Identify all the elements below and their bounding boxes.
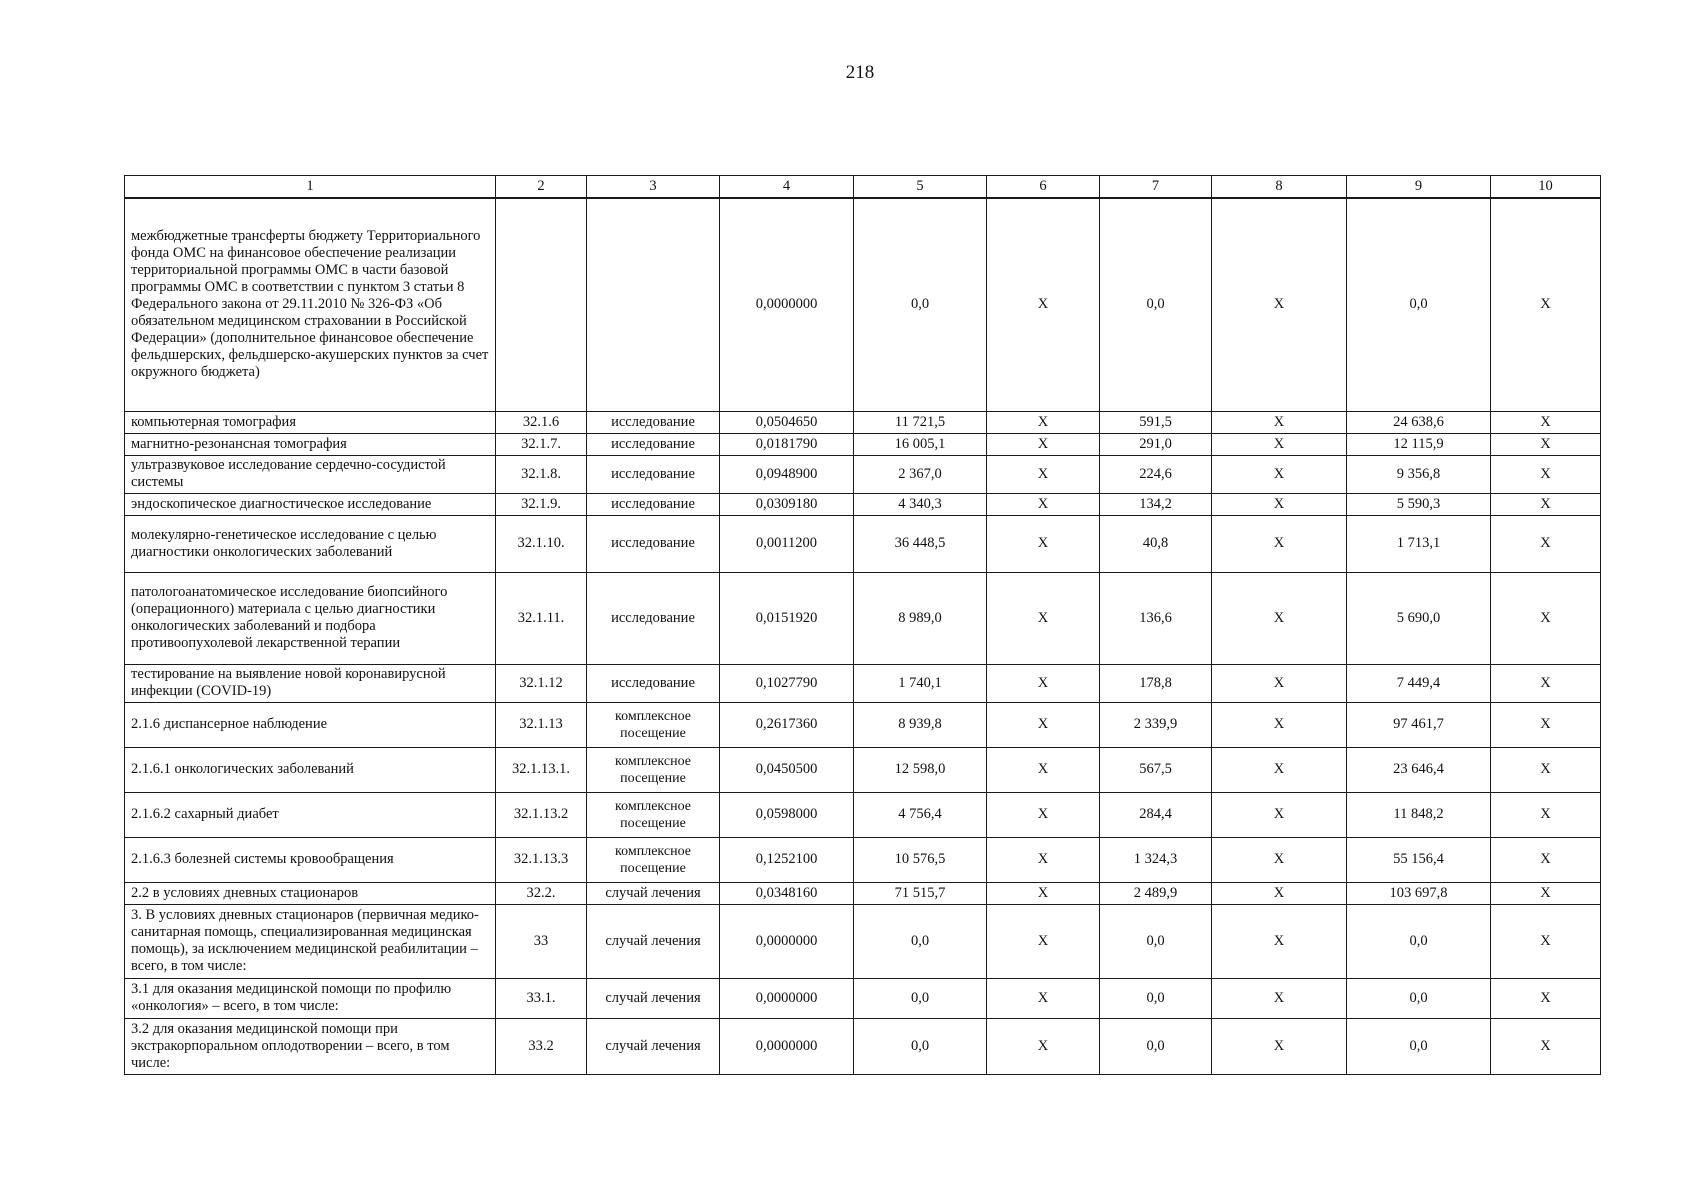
cell-col8: X — [1212, 493, 1347, 515]
row-unit: комплексное посещение — [587, 747, 720, 792]
cell-col4: 0,0450500 — [720, 747, 854, 792]
column-header: 10 — [1491, 176, 1601, 199]
row-unit: исследование — [587, 411, 720, 433]
cell-col5: 0,0 — [854, 198, 987, 411]
table-row — [125, 515, 1601, 572]
cell-col9: 5 690,0 — [1347, 572, 1491, 664]
row-unit: исследование — [587, 572, 720, 664]
cell-col8: X — [1212, 198, 1347, 411]
cell-col9: 5 590,3 — [1347, 493, 1491, 515]
row-unit: комплексное посещение — [587, 792, 720, 837]
cell-col4: 0,0598000 — [720, 792, 854, 837]
page-number: 218 — [845, 62, 875, 83]
row-code: 32.1.7. — [496, 433, 587, 455]
table-row — [125, 747, 1601, 792]
cell-col10: X — [1491, 702, 1601, 747]
row-unit: исследование — [587, 455, 720, 493]
cell-col7: 134,2 — [1100, 493, 1212, 515]
cell-col5: 16 005,1 — [854, 433, 987, 455]
data-table — [124, 175, 1601, 1075]
row-unit: исследование — [587, 493, 720, 515]
cell-col9: 0,0 — [1347, 904, 1491, 978]
column-number-row — [125, 176, 1601, 199]
column-header: 6 — [987, 176, 1100, 199]
row-name: 2.1.6.3 болезней системы кровообращения — [125, 837, 496, 882]
cell-col10: X — [1491, 792, 1601, 837]
cell-col10: X — [1491, 904, 1601, 978]
row-name: 2.1.6 диспансерное наблюдение — [125, 702, 496, 747]
column-header: 4 — [720, 176, 854, 199]
cell-col6: X — [987, 455, 1100, 493]
cell-col7: 0,0 — [1100, 978, 1212, 1018]
cell-col10: X — [1491, 515, 1601, 572]
cell-col9: 23 646,4 — [1347, 747, 1491, 792]
cell-col6: X — [987, 792, 1100, 837]
cell-col5: 4 756,4 — [854, 792, 987, 837]
cell-col6: X — [987, 572, 1100, 664]
cell-col4: 0,0309180 — [720, 493, 854, 515]
cell-col8: X — [1212, 882, 1347, 904]
cell-col5: 12 598,0 — [854, 747, 987, 792]
cell-col7: 0,0 — [1100, 1018, 1212, 1074]
cell-col8: X — [1212, 455, 1347, 493]
row-name: 3. В условиях дневных стационаров (первичная медико-санитарная помощь, специализированная медицинская помощь), за исключением медицинской реабилитации – всего, в том числе: — [125, 904, 496, 978]
cell-col7: 40,8 — [1100, 515, 1212, 572]
cell-col5: 4 340,3 — [854, 493, 987, 515]
cell-col8: X — [1212, 1018, 1347, 1074]
table-row — [125, 882, 1601, 904]
cell-col8: X — [1212, 837, 1347, 882]
cell-col5: 1 740,1 — [854, 664, 987, 702]
cell-col6: X — [987, 904, 1100, 978]
row-code: 32.1.13.2 — [496, 792, 587, 837]
row-unit: комплексное посещение — [587, 702, 720, 747]
cell-col5: 2 367,0 — [854, 455, 987, 493]
cell-col9: 55 156,4 — [1347, 837, 1491, 882]
row-code: 33 — [496, 904, 587, 978]
table-row — [125, 572, 1601, 664]
cell-col6: X — [987, 515, 1100, 572]
table-row — [125, 1018, 1601, 1074]
cell-col9: 97 461,7 — [1347, 702, 1491, 747]
row-code: 32.1.13.1. — [496, 747, 587, 792]
cell-col9: 9 356,8 — [1347, 455, 1491, 493]
cell-col9: 0,0 — [1347, 1018, 1491, 1074]
cell-col7: 2 339,9 — [1100, 702, 1212, 747]
cell-col10: X — [1491, 572, 1601, 664]
cell-col7: 0,0 — [1100, 198, 1212, 411]
cell-col4: 0,1252100 — [720, 837, 854, 882]
row-unit: комплексное посещение — [587, 837, 720, 882]
cell-col8: X — [1212, 747, 1347, 792]
row-code: 32.1.8. — [496, 455, 587, 493]
cell-col4: 0,0151920 — [720, 572, 854, 664]
cell-col4: 0,0348160 — [720, 882, 854, 904]
table-row — [125, 198, 1601, 411]
cell-col9: 0,0 — [1347, 978, 1491, 1018]
column-header: 7 — [1100, 176, 1212, 199]
row-unit: исследование — [587, 515, 720, 572]
cell-col8: X — [1212, 664, 1347, 702]
cell-col5: 10 576,5 — [854, 837, 987, 882]
table-row — [125, 978, 1601, 1018]
cell-col5: 71 515,7 — [854, 882, 987, 904]
cell-col5: 8 989,0 — [854, 572, 987, 664]
cell-col5: 0,0 — [854, 1018, 987, 1074]
row-name: 2.2 в условиях дневных стационаров — [125, 882, 496, 904]
row-unit: случай лечения — [587, 978, 720, 1018]
row-unit: исследование — [587, 664, 720, 702]
cell-col6: X — [987, 1018, 1100, 1074]
cell-col8: X — [1212, 433, 1347, 455]
cell-col9: 0,0 — [1347, 198, 1491, 411]
column-header: 9 — [1347, 176, 1491, 199]
cell-col5: 8 939,8 — [854, 702, 987, 747]
row-name: 3.1 для оказания медицинской помощи по профилю «онкология» – всего, в том числе: — [125, 978, 496, 1018]
table-row — [125, 904, 1601, 978]
cell-col7: 291,0 — [1100, 433, 1212, 455]
cell-col10: X — [1491, 978, 1601, 1018]
row-code: 33.1. — [496, 978, 587, 1018]
cell-col8: X — [1212, 572, 1347, 664]
cell-col10: X — [1491, 455, 1601, 493]
cell-col6: X — [987, 882, 1100, 904]
cell-col4: 0,0000000 — [720, 978, 854, 1018]
row-unit: случай лечения — [587, 904, 720, 978]
cell-col9: 11 848,2 — [1347, 792, 1491, 837]
cell-col7: 136,6 — [1100, 572, 1212, 664]
cell-col4: 0,0948900 — [720, 455, 854, 493]
cell-col5: 0,0 — [854, 904, 987, 978]
cell-col4: 0,0000000 — [720, 904, 854, 978]
cell-col8: X — [1212, 702, 1347, 747]
cell-col9: 103 697,8 — [1347, 882, 1491, 904]
cell-col10: X — [1491, 411, 1601, 433]
table-row — [125, 493, 1601, 515]
cell-col9: 1 713,1 — [1347, 515, 1491, 572]
row-code: 32.1.12 — [496, 664, 587, 702]
cell-col4: 0,0011200 — [720, 515, 854, 572]
row-name: 2.1.6.1 онкологических заболеваний — [125, 747, 496, 792]
cell-col8: X — [1212, 792, 1347, 837]
row-code: 32.1.11. — [496, 572, 587, 664]
cell-col7: 567,5 — [1100, 747, 1212, 792]
cell-col6: X — [987, 433, 1100, 455]
row-name: 2.1.6.2 сахарный диабет — [125, 792, 496, 837]
cell-col4: 0,1027790 — [720, 664, 854, 702]
cell-col5: 0,0 — [854, 978, 987, 1018]
table-row — [125, 455, 1601, 493]
cell-col6: X — [987, 978, 1100, 1018]
cell-col4: 0,0000000 — [720, 198, 854, 411]
row-name: патологоанатомическое исследование биопсийного (операционного) материала с целью диагностики онкологических заболеваний и подбора противоопухолевой лекарственной терапии — [125, 572, 496, 664]
cell-col6: X — [987, 702, 1100, 747]
cell-col4: 0,2617360 — [720, 702, 854, 747]
table-row — [125, 702, 1601, 747]
cell-col10: X — [1491, 882, 1601, 904]
cell-col7: 2 489,9 — [1100, 882, 1212, 904]
cell-col6: X — [987, 198, 1100, 411]
cell-col6: X — [987, 493, 1100, 515]
cell-col9: 24 638,6 — [1347, 411, 1491, 433]
cell-col8: X — [1212, 515, 1347, 572]
cell-col10: X — [1491, 747, 1601, 792]
cell-col5: 36 448,5 — [854, 515, 987, 572]
row-code: 32.1.13.3 — [496, 837, 587, 882]
cell-col7: 0,0 — [1100, 904, 1212, 978]
row-name: молекулярно-генетическое исследование с целью диагностики онкологических заболеваний — [125, 515, 496, 572]
cell-col10: X — [1491, 433, 1601, 455]
cell-col10: X — [1491, 198, 1601, 411]
cell-col8: X — [1212, 978, 1347, 1018]
cell-col9: 7 449,4 — [1347, 664, 1491, 702]
cell-col6: X — [987, 664, 1100, 702]
cell-col6: X — [987, 837, 1100, 882]
row-unit: случай лечения — [587, 1018, 720, 1074]
cell-col7: 224,6 — [1100, 455, 1212, 493]
row-code: 32.1.13 — [496, 702, 587, 747]
row-code: 32.2. — [496, 882, 587, 904]
row-code — [496, 198, 587, 411]
cell-col7: 591,5 — [1100, 411, 1212, 433]
column-header: 8 — [1212, 176, 1347, 199]
cell-col5: 11 721,5 — [854, 411, 987, 433]
cell-col10: X — [1491, 493, 1601, 515]
row-name: 3.2 для оказания медицинской помощи при экстракорпоральном оплодотворении – всего, в том числе: — [125, 1018, 496, 1074]
table-row — [125, 411, 1601, 433]
row-code: 33.2 — [496, 1018, 587, 1074]
cell-col4: 0,0000000 — [720, 1018, 854, 1074]
row-unit: случай лечения — [587, 882, 720, 904]
cell-col7: 284,4 — [1100, 792, 1212, 837]
cell-col10: X — [1491, 837, 1601, 882]
row-name: ультразвуковое исследование сердечно-сосудистой системы — [125, 455, 496, 493]
column-header: 5 — [854, 176, 987, 199]
cell-col10: X — [1491, 1018, 1601, 1074]
column-header: 1 — [125, 176, 496, 199]
row-code: 32.1.9. — [496, 493, 587, 515]
row-name: тестирование на выявление новой коронавирусной инфекции (COVID-19) — [125, 664, 496, 702]
cell-col4: 0,0504650 — [720, 411, 854, 433]
table-row — [125, 664, 1601, 702]
cell-col4: 0,0181790 — [720, 433, 854, 455]
cell-col8: X — [1212, 904, 1347, 978]
row-name: эндоскопическое диагностическое исследование — [125, 493, 496, 515]
table-row — [125, 792, 1601, 837]
table-row — [125, 837, 1601, 882]
cell-col7: 1 324,3 — [1100, 837, 1212, 882]
row-name: магнитно-резонансная томография — [125, 433, 496, 455]
column-header: 2 — [496, 176, 587, 199]
row-name: межбюджетные трансферты бюджету Территориального фонда ОМС на финансовое обеспечение реализации территориальной программы ОМС в части базовой программы ОМС в соответствии с пунктом 3 статьи 8 Федерального закона от 29.11.2010 № 326-ФЗ «Об обязательном медицинском страховании в Российской Федерации» (дополнительное финансовое обеспечение фельдшерских, фельдшерско-акушерских пунктов за счет окружного бюджета) — [125, 198, 496, 411]
column-header: 3 — [587, 176, 720, 199]
row-name: компьютерная томография — [125, 411, 496, 433]
cell-col6: X — [987, 411, 1100, 433]
cell-col7: 178,8 — [1100, 664, 1212, 702]
cell-col10: X — [1491, 664, 1601, 702]
row-unit — [587, 198, 720, 411]
row-code: 32.1.6 — [496, 411, 587, 433]
cell-col9: 12 115,9 — [1347, 433, 1491, 455]
cell-col6: X — [987, 747, 1100, 792]
row-code: 32.1.10. — [496, 515, 587, 572]
table-row — [125, 433, 1601, 455]
cell-col8: X — [1212, 411, 1347, 433]
row-unit: исследование — [587, 433, 720, 455]
